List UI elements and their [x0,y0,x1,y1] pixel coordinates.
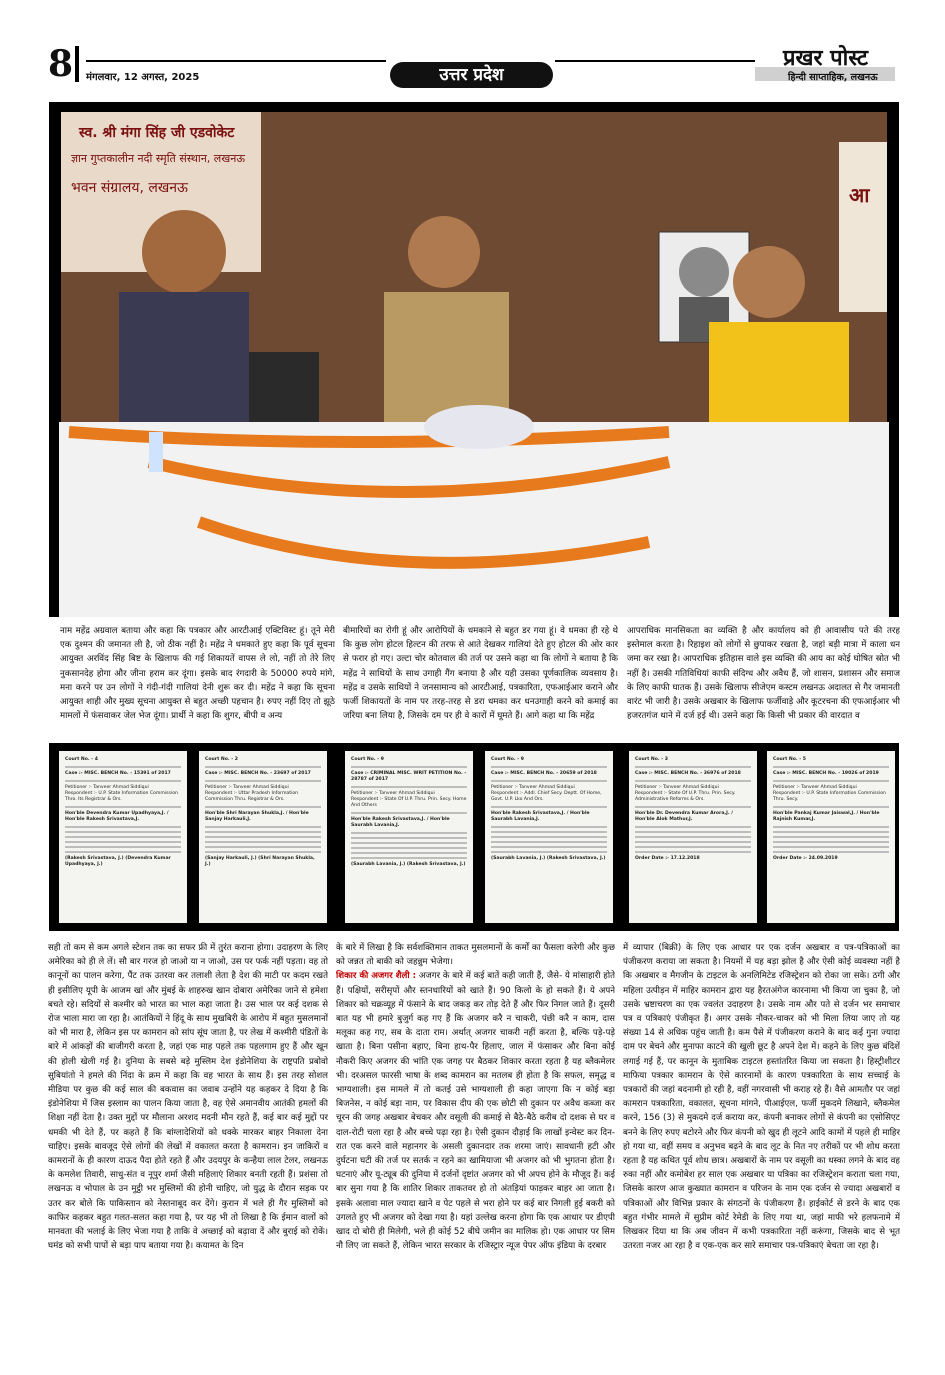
court-document: Court No. - 5 Case :- MISC. BENCH No. - 19026 of 2019 Petitioner :- Tanveer Ahmad Siddiqui Respondent :- U.P. State Information Commission Thru. Secy. Hon'ble Pankaj Kumar Jaiswal,J. / Hon'ble Rajnish Kumar,J. Order Date :- 24.09.2019 [767,751,895,923]
speaker-center-head [408,216,480,288]
court-document: Court No. - 3 Case :- MISC. BENCH No. - 36976 of 2018 Petitioner :- Tanveer Ahmad Siddiqui Respondent :- State Of U.P. Thru. Prin. Secy. Administrative Reforms & Ors. Hon'ble Dr. Devendra Kumar Arora,J. / Hon'ble Alok Mathur,J. Order Date :- 17.12.2018 [629,751,757,923]
banner-line-2: ज्ञान गुप्तकालीन नदी स्मृति संस्थान, लखनऊ [71,152,245,165]
court-documents-strip [49,743,899,931]
banner-line-3: भवन संग्रालय, लखनऊ [71,180,189,196]
issue-date: मंगलवार, 12 अगस्त, 2025 [86,72,200,83]
chair [249,352,319,422]
event-photo [49,102,899,617]
page-number-divider [75,46,79,82]
subheading: शिकार की अजगर शैली : [336,971,417,982]
article-upper-col-2: बीमारियों का रोगी हूं और आरोपियों के धमकाने से बहुत डर गया हूं। वे धमका ही रहे थे कि कुछ लोग होटल हिल्टन की तरफ से आते देखकर गालियां देते हुए होटल की ओर कार से फरार हो गए। उल्टा चोर कोतवाल की तर्ज पर उसने कहा था कि लोगों ने बताया है कि महेंद्र ने साथियों के साथ उगाही गैंग बनाया है और यही उसका पूर्णकालिक व्यवसाय है। महेंद्र व उसके साथियों ने जनसामान्य को आरटीआई, पत्रकारिता, एफआईआर कराने और फर्जी शिकायतों के नाम पर तरह-तरह से डरा धमका कर धनउगाही करने को कमाई का जरिया बना लिया है, जिसके दम पर ही वे कारों में घूमते हैं। आगे कहा था कि महेंद्र [343,626,618,722]
article-upper-col-3: आपराधिक मानसिकता का व्यक्ति है और कार्यालय को ही आवासीय पते की तरह इस्तेमाल करता है। रिहाइश को लोगों से छुपाकर रखता है, जहां बड़ी मात्रा में काला धन जमा कर रखा है। आपराधिक इतिहास वाले इस व्यक्ति की आय का कोई घोषित स्रोत भी नहीं है। उसकी गतिविधियां काफी संदिग्ध और अवैध हैं, जो शासन, प्रशासन और समाज के लिए काफी घातक हैं। उसके खिलाफ सीजेएम कस्टम लखनऊ अदालत से गैर जमानती वारंट भी जारी है। उसके अखबार के खिलाफ फर्जीवाड़े और कूटरचना की एफआईआर भी हजरतगंज थाने में दर्ज हई थी। उसने कहा कि किसी भी प्रकार की वारदात व [627,626,900,722]
header-rule-right [555,60,755,62]
portrait-face [679,247,729,297]
header-rule-left [86,60,386,62]
tablecloth [59,422,889,617]
photo-banner-right [839,142,887,312]
page-number: 8 [48,43,74,85]
flower-bouquet [424,405,534,449]
col2-body-text: अजगर के बारे में कई बातें कही जाती हैं, जैसे- ये मांसाहारी होते हैं। पक्षियों, सरीसृपों और स्तनधारियों को खाते हैं। 90 किलो के हो सकते हैं। ये अपने शिकार को चक्रव्यूह में फंसाने के बाद जकड़ कर तोड़ देते हैं और फिर निगल जाते हैं। दूसरी बात यह भी हमारे बुजुर्ग कह गए हैं कि अजगर करै न चाकरी, पंछी करै न काम, दास मलूका कह गए, सब के दाता राम। अर्थात् अजगर चाकरी नहीं करता है, बल्कि पड़े-पड़े खाता है। बिना पसीना बहाए, बिना हाथ-पैर हिलाए, जाल में फंसाकर और बिना कोई नौकरी किए अजगर की भांति एक जगह पर बैठकर शिकार करता रहता है यह ब्लैकमेलर भी। दरअसल फारसी भाषा के शब्द कामरान का मतलब ही होता है कि सफल, समृद्ध व भाग्यशाली। इस मामले में तो कतई उसे भाग्यशाली ही कहा जाएगा कि न कोई बड़ा बिजनेस, न कोई बड़ा नाम, पर विकास दीप की एक छोटी सी दुकान पर अवैध कब्जा कर चूरन की जगह अखबार बेचकर और वसूली की कमाई से बैठे-बैठे करीब दो दशक से घर व दाल-रोटी चला रहा है और बच्चे पढ़ा रहा है। ऐसी दुकान दौड़ाई कि लाखों इन्वेस्ट कर दिन-रात एक करने वाले महानगर के असली दुकानदार तक शरमा जाएं। सावधानी हटी और दुर्घटना घटी की तर्ज पर सतर्क न रहने का खामियाजा भी अजगर को भी भुगतना होता है। घटनाएं और यू-ट्यूब की दुनिया में दर्जनों दृष्टांत अजगर को भी अपच होने के मौजूद हैं। कई बार सुना गया है कि शातिर शिकार ताकतवर हो तो अंतड़ियां फाड़कर बाहर आ जाता है। इसके अलावा माल ज्यादा खाने व पेट पहले से भरा होने पर कई बार निगली हुई बकरी को उगलते हुए भी अजगर को देखा गया है। यहां उल्लेख करना होगा कि एक आधार पर डीएपी खाद दो बोरी ही मिलेगी, भले ही कोई 52 बीघे जमीन का मालिक हो। एक आधार पर सिम नौ लिए जा सकते हैं, लेकिन भारत सरकार के रजिस्ट्रार न्यूज पेपर ऑफ इंडिया के दरबार [336,971,615,1252]
section-title: उत्तर प्रदेश [390,62,553,88]
court-document: Court No. - 2 Case :- MISC. BENCH No. - 23697 of 2017 Petitioner :- Tanveer Ahmad Siddiqui Respondent :- Uttar Pradesh Information Commission Thru. Registrar & Ors. Hon'ble Shri Narayan Shukla,J. / Hon'ble Sanjay Harkauli,J. (Sanjay Harkauli, J.) (Shri Narayan Shukla, J.) [199,751,327,923]
court-document: Court No. - 9 Case :- MISC. BENCH No. - 20659 of 2018 Petitioner :- Tanveer Ahmad Siddiqui Respondent :- Addl. Chief Secy. Deptt. Of Home, Govt. U.P. Lko And Ors. Hon'ble Rakesh Srivastava,J. / Hon'ble Saurabh Lavania,J. (Saurabh Lavania, J.) (Rakesh Srivastava, J.) [485,751,613,923]
court-document: Court No. - 9 Case :- CRIMINAL MISC. WRIT PETITION No. - 28787 of 2017 Petitioner :- Tanveer Ahmad Siddiqui Respondent :- State Of U.P. Thru. Prin. Secy. Home And Others Hon'ble Rakesh Srivastava,J. / Hon'ble Saurabh Lavania,J. (Saurabh Lavania, J.) (Rakesh Srivastava, J.) [345,751,473,923]
banner-line-1: स्व. श्री मंगा सिंह जी एडवोकेट [79,125,235,141]
speaker-right-head [733,246,805,318]
masthead-subtitle: हिन्दी साप्ताहिक, लखनऊ [788,72,878,83]
article-upper-col-1: नाम महेंद्र अग्रवाल बताया और कहा कि पत्रकार और आरटीआई एक्टिविस्ट हूं। तूने मेरी एक दुश्मन की जमानत ली है, जो ठीक नहीं है। महेंद्र ने धमकाते हुए कहा कि पूर्व सूचना आयुक्त अरविंद सिंह बिष्ट के खिलाफ की गई शिकायतें वापस ले लो, नहीं तो तेरे लिए नुकसानदेह होगा और जीना हराम कर दूंगा। इसके बाद रंगदारी के 50000 रुपये मांगे, मना करने पर उन लोगों ने गंदी-गंदी गालियां देनी शुरू कर दी। महेंद्र ने कहा कि सूचना आयुक्त शाही और मुख्य सूचना आयुक्त से बहुत अच्छी पहचान है। रुपए नहीं दिए तो झूठे मामलों में फंसवाकर जेल भेज दूंगा। प्रार्थी ने कहा कि शुगर, बीपी व अन्य [60,626,335,722]
water-bottle [149,432,163,472]
masthead-title: प्रखर पोस्ट [783,45,869,71]
court-document: Court No. - 4 Case :- MISC. BENCH No. - 15391 of 2017 Petitioner :- Tanveer Ahmad Siddiqui Respondent :- U.P. State Information Commission Thro. Its Registrar & Ors. Hon'ble Devendra Kumar Upadhyaya,J. / Hon'ble Rakesh Srivastava,J. (Rakesh Srivastava, J.) (Devendra Kumar Upadhyaya, J.) [59,751,187,923]
article-lower-col-2 [336,941,615,1311]
col2-lead-text: के बारे में लिखा है कि सर्वशक्तिमान ताकत मुसलमानों के कर्मों का फैसला करेगी और कुछ को जन्नत तो बाकी को जहन्नुम भेजेगा। [336,943,615,968]
speaker-left-head [142,210,226,294]
article-lower-col-1: सही तो कम से कम अगले स्टेशन तक का सफर फ्री में तुरंत कराना होगा। उदाहरण के लिए अमेरिका को ही ले लें। सौ बार गरज हो जाओ या न जाओ, उस पर फर्क नहीं पड़ता। वह तो कानूनों का पालन करेगा, पैंट तक उतरवा कर तलाशी लेता है देश की माटी पर कदम रखते ही इसीलिए यूपी के आजम खां और मुंबई के शाहरुख खान दोबारा अमेरिका जाने से हमेशा बचते रहे। सदियों से कश्मीर को भारत का भाल कहा जाता है। उस भाल पर कई दशक से रोज भाला मारा जा रहा है। आतंकियों ने हिंदू के साथ मुखबिरी के आरोप में बहुत मुसलमानों को भी मारा है, लेकिन इस पर कामरान को सांप सूंघ जाता है, पर लेख में कश्मीरी पंडितों के बारे में आंकड़ों की बाजीगरी करता है, जहां एक माह पहले तक पहलगाम हुए हैं और खून की होली खेली गई है। दुनिया के सबसे बड़े मुस्लिम देश इंडोनेशिया के राष्ट्रपति प्रबोवो सुबियांतो ने हमले की निंदा के क्रम में कहा कि वह भारत के साथ हैं। इस तरह सोशल मीडिया पर कुछ की कई साल की बकवास का जवाब उन्होंने यह कहकर दे दिया है कि इंडोनेशिया में जिस इस्लाम का पालन किया जाता है, वह ऐसे अमानवीय आतंकी हमलों की शिक्षा नहीं देता है। उक्त मुद्दों पर मौलाना अरशद मदनी मौन रहते हैं, कई बार कई मुद्दों पर धमकी भी देते हैं, पर कहते हैं कि बांग्लादेशियों को धक्के मारकर बाहर निकाला देना चाहिए। इसके बावजूद ऐसे लोगों की लेखों में वकालत करता है कामरान। इन जाकिरों व कामरानों के ही कारण दाऊद पैदा होते रहते हैं और उदयपुर के कन्हैया लाल टेलर, लखनऊ के कमलेश तिवारी, साधु-संत व नूपुर शर्मा जैसी महिलाएं शिकार बनती रहती हैं। प्रशंसा तो लखनऊ व भोपाल के उन मुट्ठी भर मुस्लिमों की होनी चाहिए, जो युद्ध के दौरान सड़क पर उतर कर बोले कि पाकिस्तान को नेस्तनाबूद कर देंगे। कुरान में भले ही गैर मुस्लिमों को काफिर कहकर बहुत गलत-सलत कहा गया है, पर यह भी तो लिखा है कि ईमान वालों को मानवता की भलाई के लिए भेजा गया है ताकि वे अच्छाई को बढ़ावा दें और बुराई को रोकें। घमंड को सभी पापों से बड़ा पाप बताया गया है। कयामत के दिन [48,943,328,1252]
article-lower-col-3: में व्यापार (बिक्री) के लिए एक आधार पर एक दर्जन अखबार व पत्र-पत्रिकाओं का पंजीकरण कराया जा सकता है। नियमों में यह बड़ा झोल है और ऐसी कोई व्यवस्था नहीं है कि अखबार व मैगजीन के टाइटल के अनलिमिटेड रजिस्ट्रेशन को रोका जा सके। ठगी और महिला उत्पीड़न में माहिर कामरान द्वारा यह हैरतअंगेज कारनामा भी किया जा चुका है, जो उसके भ्रष्टाचरण का एक ज्वलंत उदाहरण है। उसके नाम और पते से दर्जन भर समाचार पत्र व पत्रिकाएं पंजीकृत हैं। अगर उसके नौकर-चाकर को भी मिला लिया जाए तो यह संख्या 14 से अधिक पहुंच जाती है। कम पैसे में पंजीकरण कराने के बाद कई गुना ज्यादा दाम पर बेचने और मुनाफा काटने की खुली छूट है अपने देश में। कहने के लिए कुछ बंदिशें लगाई गई हैं, पर कानून के मुताबिक टाइटल हस्तांतरित किया जा सकता है। हिस्ट्रीशीटर माफिया पत्रकार कामरान के ऐसे कारनामों के कारण पत्रकारिता के साथ सच्चाई के पत्रकारों की जहां बदनामी हो रही है, वहीं नगरवासी भी कराह रहे हैं। वैसे आमतौर पर जहां कामरान पत्रकारिता, वकालत, सूचना मांगने, पीआईएल, फर्जी मुकदमे लिखाने, ब्लैकमेल करने, 156 (3) से मुकदमे दर्ज कराया कर, कंपनी बनाकर लोगों से कंपनी का एसोसिएट बनने के लिए रुपए बटोरने और फिर कंपनी को खुद ही लूटने आदि कामों में पहले ही माहिर हो गया था, वहीं समय व अनुभव बढ़ने के बाद लूट के नित नए तरीकों पर भी शोध करता रहता है यह कथित पूर्व शोध छात्र। अखबारों के नाम पर वसूली का धस्का लगने के बाद वह रुका नहीं और कमोबेश हर साल एक अखबार या पत्रिका का रजिस्ट्रेशन कराता चला गया, जिसके कारण आज कुख्यात कामरान व परिजन के नाम एक दर्जन से ज्यादा अखबारों व पत्रिकाओं और विभिन्न प्रकार के संगठनों के पंजीकरण हैं। हाईकोर्ट से डरने के बाद एक बहुत गंभीर मामले में सुप्रीम कोर्ट रेमेडी के लिए गया था, जहां माफी भरे हलफनामे में लिखकर दिया था कि अब जीवन में कभी पत्रकारिता नहीं करूंगा, जिसके बाद से भूत उतरता नजर आ रहा है व एक-एक कर सारे समाचार पत्र-पत्रिकाएं बेचता जा रहा है। [623,943,900,1252]
banner-right-text: आ [849,183,870,207]
